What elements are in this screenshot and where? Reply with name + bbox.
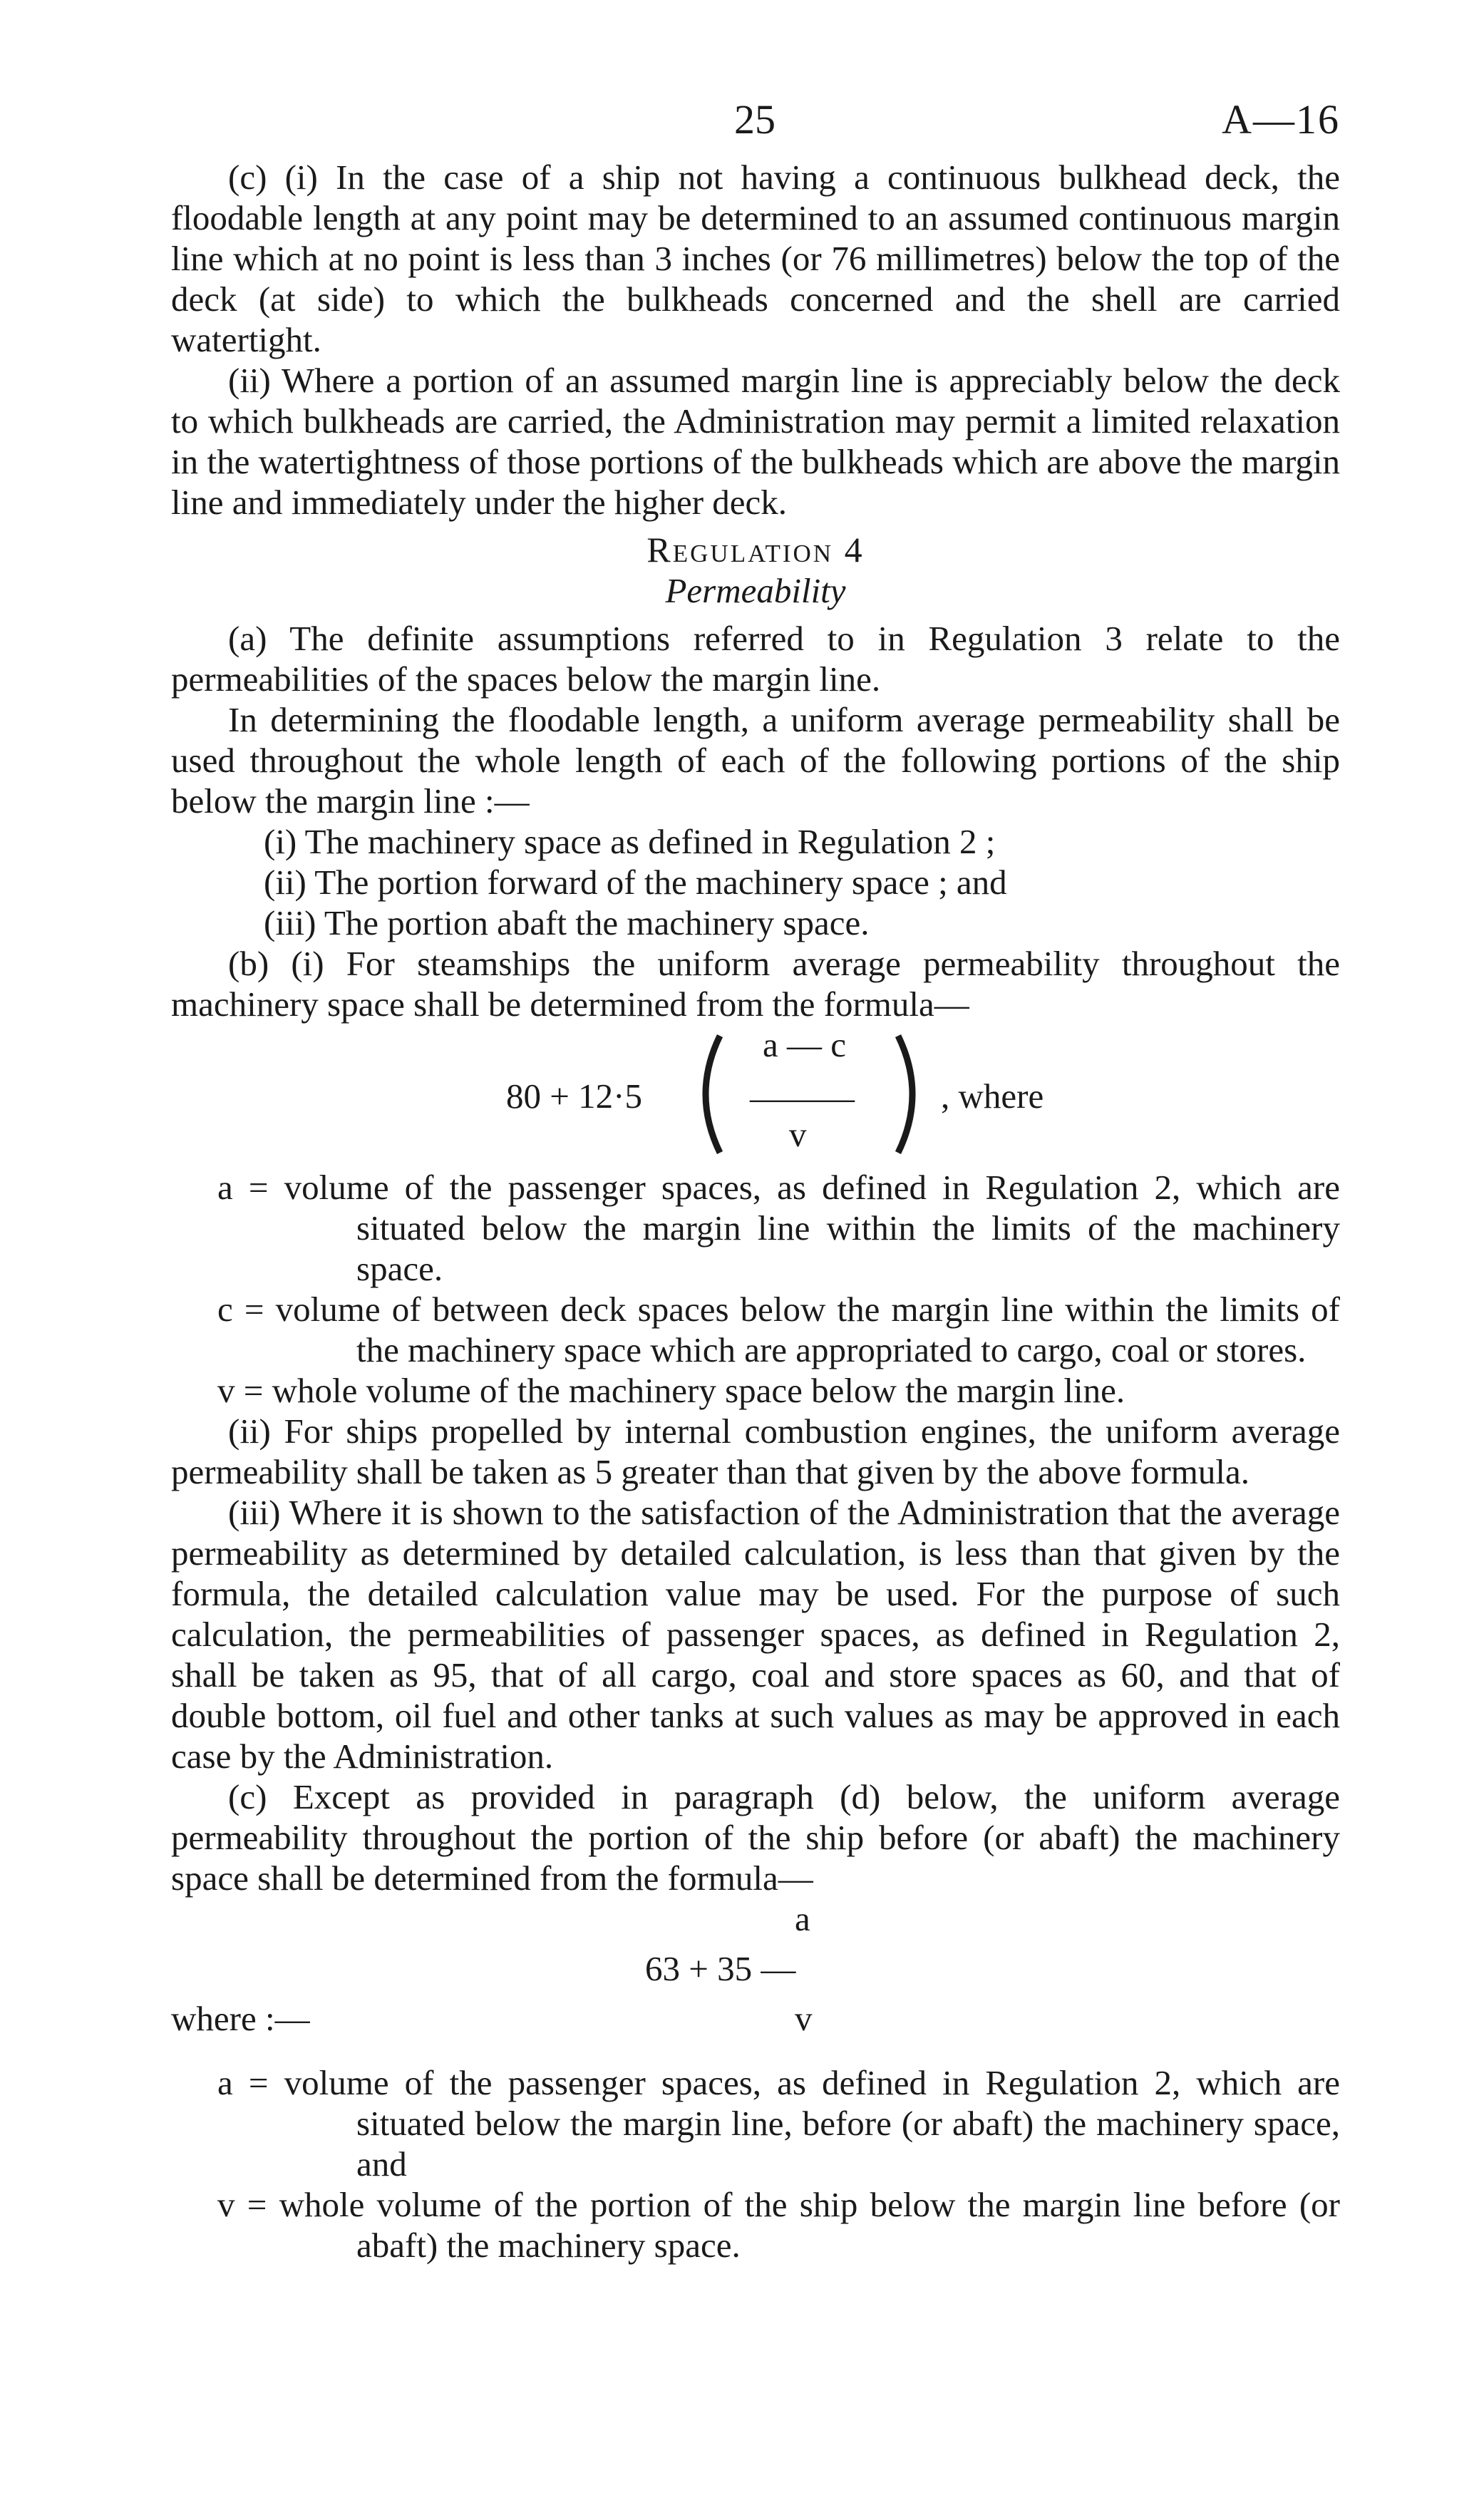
formula-portion-permeability — [171, 1898, 1340, 2062]
paragraph-c: (c) Except as provided in paragraph (d) below, the uniform average permeability throughout the portion of the ship before (or abaft) the machinery space shall be determined from the formula— — [171, 1777, 1340, 1898]
paragraph-a-continued: In determining the floodable length, a uniform average permeability shall be used throughout the whole length of each of the following portions of the ship below the margin line :— — [171, 700, 1340, 821]
paragraph-a: (a) The definite assumptions referred to in Regulation 3 relate to the permeabilities of the spaces below the margin line. — [171, 619, 1340, 699]
formula-denominator: v — [789, 1115, 807, 1154]
paragraph-c-ii: (ii) Where a portion of an assumed margin line is appreciably below the deck to which bulkheads are carried, the Administration may permit a limited relaxation in the watertightness of those portions of the bulkheads which are above the margin line and immediately under the higher deck. — [171, 361, 1340, 522]
definition-c: c = volume of between deck spaces below the margin line within the limits of the machinery space which are appropriated to cargo, coal or stores. — [217, 1290, 1340, 1369]
paragraph-b-iii: (iii) Where it is shown to the satisfaction of the Administration that the average permeability as determined by detailed calculation, is less than that given by the formula, the detailed calculation value may be used. For the purpose of such calculation, the permeabilities of passenger spaces, as defined in Regulation 2, shall be taken as 95, that of all cargo, coal and store spaces as 60, and that of double bottom, oil fuel and other tanks at such values as may be approved in each case by the Administration. — [171, 1493, 1340, 1776]
page-header — [171, 86, 1340, 157]
list-item: (i) The machinery space as defined in Regulation 2 ; — [264, 822, 996, 861]
document-id: A—16 — [1222, 96, 1340, 143]
paragraph-b-i: (b) (i) For steamships the uniform average permeability throughout the machinery space shall be determined from the formula— — [171, 944, 1340, 1024]
definition-a: a = volume of the passenger spaces, as defined in Regulation 2, which are situated below the margin line, before (or abaft) the machinery space, and — [217, 2063, 1340, 2184]
document-page — [171, 86, 1340, 2266]
portions-list — [171, 821, 1340, 943]
list-item: (iii) The portion abaft the machinery space. — [264, 903, 870, 942]
regulation-title: Permeability — [665, 571, 846, 610]
formula-suffix: , where — [941, 1076, 1044, 1116]
definition-a: a = volume of the passenger spaces, as defined in Regulation 2, which are situated below the margin line within the limits of the machinery space. — [217, 1168, 1340, 1288]
formula-numerator: a — [795, 1899, 810, 1938]
formula-fraction-bar: ——— — [750, 1078, 855, 1117]
list-item: (ii) The portion forward of the machinery space ; and — [264, 863, 1007, 902]
page-number: 25 — [734, 96, 776, 143]
formula-expression: 63 + 35 — — [645, 1949, 796, 1988]
formula-lhs: 80 + 12·5 — [506, 1076, 642, 1116]
definition-v: v = whole volume of the portion of the ship below the margin line before (or abaft) the machinery space. — [217, 2185, 1340, 2265]
definition-v: v = whole volume of the machinery space below the margin line. — [217, 1371, 1125, 1410]
regulation-heading: Regulation 4 — [646, 530, 865, 570]
formula-numerator: a — c — [763, 1025, 846, 1064]
paragraph-c-i: (c) (i) In the case of a ship not having a continuous bulkhead deck, the floodable length at any point may be determined to an assumed continuous margin line which at no point is less than 3 inches (or 76 millimetres) below the top of the deck (at side) to which the bulkheads concerned and the shell are carried watertight. — [171, 158, 1340, 359]
formula-denominator: v — [795, 1999, 813, 2038]
where-label: where :— — [171, 1999, 310, 2038]
paragraph-b-ii: (ii) For ships propelled by internal combustion engines, the uniform average permeability shall be taken as 5 greater than that given by the above formula. — [171, 1411, 1340, 1491]
formula-machinery-permeability — [171, 1024, 1340, 1167]
